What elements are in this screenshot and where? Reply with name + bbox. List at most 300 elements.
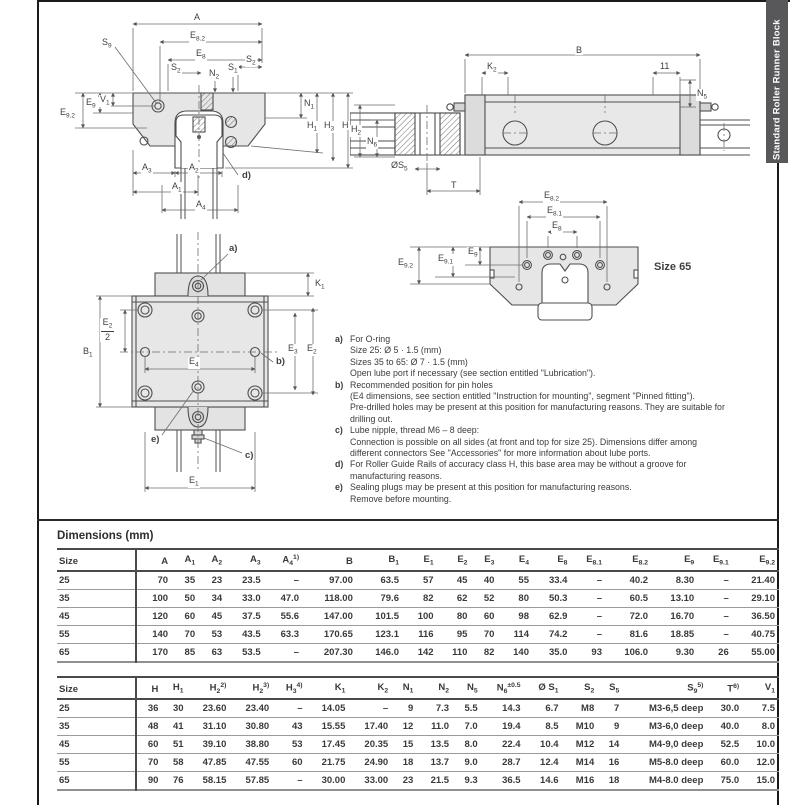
value-cell: 82 (471, 643, 498, 662)
dim-label-E2: $E_2$ (307, 343, 317, 356)
value-cell: 41 (162, 717, 187, 735)
value-cell: 36.5 (482, 771, 525, 790)
value-cell: 18.85 (652, 625, 698, 643)
value-cell: 9.3 (453, 771, 482, 790)
value-cell: 13.7 (417, 753, 453, 771)
dim-label-K1: $K_1$ (315, 278, 325, 291)
dimensions-table-2 (57, 676, 779, 791)
header-row (57, 549, 779, 571)
dim-column-header: $N_1$ (392, 677, 417, 699)
value-cell: 123.1 (357, 625, 403, 643)
dim-label-E8-1-65: $E_{8.1}$ (547, 205, 563, 218)
size-cell: 65 (57, 643, 136, 662)
value-cell: 120 (136, 607, 172, 625)
dim-label-E9-2: $E_{9.2}$ (60, 107, 76, 120)
value-cell: 16 (598, 753, 623, 771)
value-cell: 85 (172, 643, 199, 662)
dim-label-N2: $N_2$ (209, 68, 220, 81)
value-cell: 75.0 (707, 771, 743, 790)
dim-column-header: $E_{9.1}$ (698, 549, 733, 571)
dim-label-OS5: $ØS_5$ (391, 160, 408, 173)
value-cell: 63 (199, 643, 226, 662)
dim-column-header: $H_3^{4)}$ (273, 677, 306, 699)
table-row-size-55 (57, 753, 779, 771)
value-cell: 147.00 (303, 607, 357, 625)
value-cell: 48 (136, 717, 162, 735)
value-cell: 13.10 (652, 589, 698, 607)
dim-column-header: $H_1$ (162, 677, 187, 699)
dim-label-A: A (194, 12, 201, 22)
value-cell: 8.30 (652, 571, 698, 590)
value-cell: – (273, 771, 306, 790)
dim-column-header: $E_4$ (498, 549, 533, 571)
table-row-size-65 (57, 643, 779, 662)
note-line: (E4 dimensions, see section entitled "Instruction for mounting", segment "Pinned fitting"). (350, 391, 695, 402)
notes-list (335, 334, 777, 505)
value-cell: 17.45 (307, 735, 350, 753)
value-cell: – (571, 571, 606, 590)
value-cell: 70 (136, 571, 172, 590)
value-cell: 97.00 (303, 571, 357, 590)
top-view-drawing (70, 232, 380, 496)
value-cell: 30.0 (707, 699, 743, 718)
value-cell: 50.3 (533, 589, 571, 607)
dim-label-E8-2-65: $E_{8.2}$ (544, 190, 560, 203)
dim-label-A1: $A_1$ (172, 181, 182, 194)
value-cell: M10 (563, 717, 599, 735)
value-cell: 31.10 (188, 717, 231, 735)
value-cell: 93 (571, 643, 606, 662)
dim-label-S2-right: $S_2$ (246, 54, 256, 67)
note-key: c) (335, 425, 343, 436)
dim-label-H: H (342, 120, 349, 130)
dim-label-N1: $N_1$ (304, 98, 315, 111)
value-cell: – (698, 589, 733, 607)
note-line: For O-ring (350, 334, 391, 344)
value-cell: 19.4 (482, 717, 525, 735)
size65-caption: Size 65 (654, 261, 692, 273)
dim-column-header: A (136, 549, 172, 571)
value-cell: 11.0 (417, 717, 453, 735)
value-cell: 60 (136, 735, 162, 753)
table-row-size-55 (57, 625, 779, 643)
dim-column-header: $A_1$ (172, 549, 199, 571)
value-cell: – (698, 607, 733, 625)
note-text (350, 380, 777, 426)
note-b (335, 380, 777, 426)
table-row-size-65 (57, 771, 779, 790)
value-cell: 40 (471, 571, 498, 590)
value-cell: 72.0 (606, 607, 652, 625)
value-cell: 38.80 (230, 735, 273, 753)
note-key: b) (335, 379, 344, 390)
value-cell: 43 (273, 717, 306, 735)
dim-column-header: $E_{9.2}$ (733, 549, 779, 571)
dim-column-header: $E_1$ (403, 549, 438, 571)
value-cell: 23.60 (188, 699, 231, 718)
table-row-size-25 (57, 571, 779, 590)
value-cell: 146.0 (357, 643, 403, 662)
dim-column-header: $S_9^{5)}$ (623, 677, 707, 699)
note-line: Sizes 35 to 65: Ø 7 · 1.5 (mm) (350, 356, 468, 367)
size-column-header: Size (57, 549, 136, 571)
value-cell: 51 (162, 735, 187, 753)
value-cell: 12.4 (525, 753, 563, 771)
dim-label-11: 11 (660, 61, 670, 71)
dim-label-E2-half (100, 318, 115, 342)
dim-column-header: $K_1$ (307, 677, 350, 699)
value-cell: 43.5 (226, 625, 264, 643)
note-line: Connection is possible on all sides (at front and top for size 25). Dimensions differ among (350, 436, 698, 447)
size-cell: 35 (57, 717, 136, 735)
note-key: d) (335, 459, 344, 470)
value-cell: 23 (199, 571, 226, 590)
dim-column-header: Ø $S_1$ (525, 677, 563, 699)
value-cell: M12 (563, 735, 599, 753)
value-cell: M4-8.0 deep (623, 771, 707, 790)
dim-column-header: $S_5$ (598, 677, 623, 699)
value-cell: – (698, 571, 733, 590)
dim-label-N6: $N_6$ (367, 136, 378, 149)
value-cell: – (571, 625, 606, 643)
value-cell: 40.75 (733, 625, 779, 643)
value-cell: 29.10 (733, 589, 779, 607)
value-cell: 63.5 (357, 571, 403, 590)
value-cell: 12 (392, 717, 417, 735)
value-cell: 55 (498, 571, 533, 590)
value-cell: 140 (498, 643, 533, 662)
size-cell: 55 (57, 753, 136, 771)
value-cell: 18 (598, 771, 623, 790)
value-cell: 60.5 (606, 589, 652, 607)
dim-label-H1: $H_1$ (307, 120, 318, 133)
size-column-header: Size (57, 677, 136, 699)
value-cell: 8.0 (743, 717, 779, 735)
value-cell: 80 (438, 607, 472, 625)
value-cell: 53.5 (226, 643, 264, 662)
value-cell: 60 (172, 607, 199, 625)
table-row-size-45 (57, 735, 779, 753)
value-cell: 82 (403, 589, 438, 607)
size65-drawing (395, 188, 690, 338)
value-cell: – (273, 699, 306, 718)
dim-label-K2: $K_2$ (487, 61, 497, 74)
value-cell: M16 (563, 771, 599, 790)
value-cell: 16.70 (652, 607, 698, 625)
value-cell: 170 (136, 643, 172, 662)
dim-label-B: B (576, 45, 583, 55)
dim-label-E9-2-65: $E_{9.2}$ (398, 257, 414, 270)
note-line: For Roller Guide Rails of accuracy class H, this base area may be without a groove for (350, 459, 687, 470)
table-row-size-45 (57, 607, 779, 625)
value-cell: 207.30 (303, 643, 357, 662)
dim-column-header: $N_2$ (417, 677, 453, 699)
dim-column-header: $H_2^{3)}$ (230, 677, 273, 699)
value-cell: 7 (598, 699, 623, 718)
callout-a: a) (229, 243, 238, 254)
note-line: different connectors See "Accessories" for more information about lube ports. (350, 448, 651, 459)
value-cell: 30.00 (307, 771, 350, 790)
value-cell: 37.5 (226, 607, 264, 625)
value-cell: 55.6 (265, 607, 303, 625)
value-cell: – (571, 589, 606, 607)
value-cell: 30 (162, 699, 187, 718)
value-cell: 80 (498, 589, 533, 607)
value-cell: 22.4 (482, 735, 525, 753)
value-cell: 98 (498, 607, 533, 625)
dim-column-header: $B_1$ (357, 549, 403, 571)
value-cell: 36 (136, 699, 162, 718)
value-cell: 57 (403, 571, 438, 590)
table-row-size-35 (57, 589, 779, 607)
dim-label-E1: $E_1$ (189, 475, 199, 488)
dim-label-S2-left: $S_2$ (171, 62, 181, 75)
value-cell: 23.40 (230, 699, 273, 718)
dim-label-B1: $B_1$ (83, 346, 93, 359)
value-cell: 34 (199, 589, 226, 607)
value-cell: 26 (698, 643, 733, 662)
value-cell: 10.4 (525, 735, 563, 753)
note-text (350, 425, 777, 459)
note-line: drilling out. (350, 413, 393, 424)
note-a (335, 334, 777, 380)
note-key: a) (335, 334, 343, 344)
note-line: manufacturing reasons. (350, 470, 442, 481)
size-cell: 25 (57, 571, 136, 590)
section-divider (37, 519, 779, 521)
dim-column-header: $A_3$ (226, 549, 264, 571)
size-cell: 45 (57, 607, 136, 625)
value-cell: 7.5 (743, 699, 779, 718)
cross-section-drawing (55, 5, 375, 220)
value-cell: 47.85 (188, 753, 231, 771)
callout-c: c) (245, 450, 254, 461)
dim-label-N5: $N_5$ (697, 88, 708, 101)
value-cell: 70 (172, 625, 199, 643)
dimensions-heading: Dimensions (mm) (57, 530, 154, 542)
value-cell: 90 (136, 771, 162, 790)
dim-label-S1: $S_1$ (228, 62, 238, 75)
size-cell: 45 (57, 735, 136, 753)
value-cell: 40.2 (606, 571, 652, 590)
dim-column-header: $A_4^{1)}$ (265, 549, 303, 571)
value-cell: 79.6 (357, 589, 403, 607)
value-cell: 70 (471, 625, 498, 643)
value-cell: – (571, 607, 606, 625)
value-cell: 110 (438, 643, 472, 662)
value-cell: 33.00 (349, 771, 392, 790)
note-line: Size 25: Ø 5 · 1.5 (mm) (350, 345, 442, 356)
value-cell: 81.6 (606, 625, 652, 643)
value-cell: 170.65 (303, 625, 357, 643)
note-c (335, 425, 777, 459)
value-cell: 23 (392, 771, 417, 790)
size-cell: 55 (57, 625, 136, 643)
value-cell: 33.0 (226, 589, 264, 607)
dim-label-E2-numerator: $E_2$ (102, 317, 113, 330)
side-tab-label: Standard Roller Runner Block (771, 19, 783, 160)
value-cell: 35 (172, 571, 199, 590)
dim-label-T: T (451, 180, 457, 190)
dim-column-header: $E_2$ (438, 549, 472, 571)
note-e (335, 482, 777, 505)
page-left-rule (37, 0, 39, 805)
dim-column-header: B (303, 549, 357, 571)
value-cell: 63.3 (265, 625, 303, 643)
note-line: Recommended position for pin holes (350, 379, 493, 390)
value-cell: 76 (162, 771, 187, 790)
value-cell: – (265, 571, 303, 590)
dim-column-header: $V_1$ (743, 677, 779, 699)
value-cell: 39.10 (188, 735, 231, 753)
note-text (350, 459, 777, 482)
size-cell: 65 (57, 771, 136, 790)
note-line: Lube nipple, thread M6 – 8 deep: (350, 425, 480, 436)
value-cell: 6.7 (525, 699, 563, 718)
value-cell: 57.85 (230, 771, 273, 790)
value-cell: 100 (403, 607, 438, 625)
value-cell: 36.50 (733, 607, 779, 625)
dim-label-E9-65: $E_9$ (468, 246, 478, 259)
value-cell: 21.75 (307, 753, 350, 771)
value-cell: M3-6,0 deep (623, 717, 707, 735)
value-cell: 58 (162, 753, 187, 771)
value-cell: 58.15 (188, 771, 231, 790)
dim-label-E9-1-65: $E_{9.1}$ (438, 253, 454, 266)
size65-block-outline (490, 247, 638, 320)
callout-e: e) (151, 434, 160, 445)
dimensions-table-1-mount (57, 548, 779, 663)
value-cell: 45 (438, 571, 472, 590)
value-cell: 55.00 (733, 643, 779, 662)
note-text (350, 334, 777, 380)
value-cell: M3-6,5 deep (623, 699, 707, 718)
value-cell: M14 (563, 753, 599, 771)
dim-label-E8-2: $E_{8.2}$ (190, 30, 206, 43)
dim-label-S9: $S_9$ (102, 37, 112, 50)
value-cell: 14 (598, 735, 623, 753)
value-cell: 12.0 (743, 753, 779, 771)
note-key: e) (335, 482, 343, 493)
value-cell: 70 (136, 753, 162, 771)
value-cell: 53 (273, 735, 306, 753)
value-cell: 52 (471, 589, 498, 607)
dim-label-H3: $H_3$ (324, 120, 335, 133)
value-cell: 101.5 (357, 607, 403, 625)
value-cell: 18 (392, 753, 417, 771)
side-tab-chapter-index (766, 0, 788, 163)
value-cell: 52.5 (707, 735, 743, 753)
dim-column-header: $T^{6)}$ (707, 677, 743, 699)
value-cell: 60 (273, 753, 306, 771)
value-cell: 9 (392, 699, 417, 718)
value-cell: 9 (598, 717, 623, 735)
dim-label-E9: $E_9$ (86, 97, 96, 110)
value-cell: 62 (438, 589, 472, 607)
dim-label-A2: $A_2$ (189, 162, 199, 175)
value-cell: 35.0 (533, 643, 571, 662)
value-cell: – (698, 625, 733, 643)
note-d (335, 459, 777, 482)
note-text (350, 482, 777, 505)
value-cell: 20.35 (349, 735, 392, 753)
value-cell: 33.4 (533, 571, 571, 590)
table-row-size-35 (57, 717, 779, 735)
value-cell: 7.0 (453, 717, 482, 735)
dim-column-header: $K_2$ (349, 677, 392, 699)
dim-column-header: $E_8$ (533, 549, 571, 571)
value-cell: 74.2 (533, 625, 571, 643)
value-cell: 114 (498, 625, 533, 643)
value-cell: 53 (199, 625, 226, 643)
value-cell: 95 (438, 625, 472, 643)
dim-column-header: $E_9$ (652, 549, 698, 571)
size-cell: 35 (57, 589, 136, 607)
value-cell: 28.7 (482, 753, 525, 771)
value-cell: 13.5 (417, 735, 453, 753)
dim-label-E8: $E_8$ (196, 48, 206, 61)
note-line: Open lube port if necessary (see section entitled "Lubrication"). (350, 368, 596, 379)
value-cell: 60 (471, 607, 498, 625)
value-cell: 142 (403, 643, 438, 662)
value-cell: 7.3 (417, 699, 453, 718)
dimensions-table-1 (57, 548, 779, 663)
note-line: Sealing plugs may be present at this position for manufacturing reasons. (350, 482, 632, 493)
value-cell: 24.90 (349, 753, 392, 771)
value-cell: 14.05 (307, 699, 350, 718)
dim-column-header: $H_2^{2)}$ (188, 677, 231, 699)
value-cell: 8.5 (525, 717, 563, 735)
page-top-rule (37, 0, 790, 2)
value-cell: 23.5 (226, 571, 264, 590)
value-cell: 9.30 (652, 643, 698, 662)
dim-column-header: $A_2$ (199, 549, 226, 571)
dim-label-E3: $E_3$ (288, 343, 298, 356)
header-row (57, 677, 779, 699)
dim-column-header: $S_2$ (563, 677, 599, 699)
value-cell: 15.55 (307, 717, 350, 735)
value-cell: 50 (172, 589, 199, 607)
value-cell: – (349, 699, 392, 718)
table-row-size-25 (57, 699, 779, 718)
value-cell: M5-8.0 deep (623, 753, 707, 771)
value-cell: 47.0 (265, 589, 303, 607)
value-cell: 116 (403, 625, 438, 643)
note-line: Remove before mounting. (350, 493, 452, 504)
value-cell: 21.5 (417, 771, 453, 790)
value-cell: M8 (563, 699, 599, 718)
value-cell: 5.5 (453, 699, 482, 718)
value-cell: 40.0 (707, 717, 743, 735)
value-cell: 10.0 (743, 735, 779, 753)
dim-label-A3: $A_3$ (142, 162, 152, 175)
dim-label-E8-65: $E_8$ (552, 220, 562, 233)
dim-column-header: $E_{8.1}$ (571, 549, 606, 571)
value-cell: 45 (199, 607, 226, 625)
dim-column-header: H (136, 677, 162, 699)
value-cell: 118.00 (303, 589, 357, 607)
callout-d: d) (242, 170, 251, 181)
value-cell: 47.55 (230, 753, 273, 771)
top-view-svg (70, 232, 380, 496)
dim-column-header: $E_3$ (471, 549, 498, 571)
value-cell: 8.0 (453, 735, 482, 753)
value-cell: 9.0 (453, 753, 482, 771)
callout-b: b) (276, 356, 285, 367)
value-cell: M4-9,0 deep (623, 735, 707, 753)
value-cell: 60.0 (707, 753, 743, 771)
value-cell: – (265, 643, 303, 662)
